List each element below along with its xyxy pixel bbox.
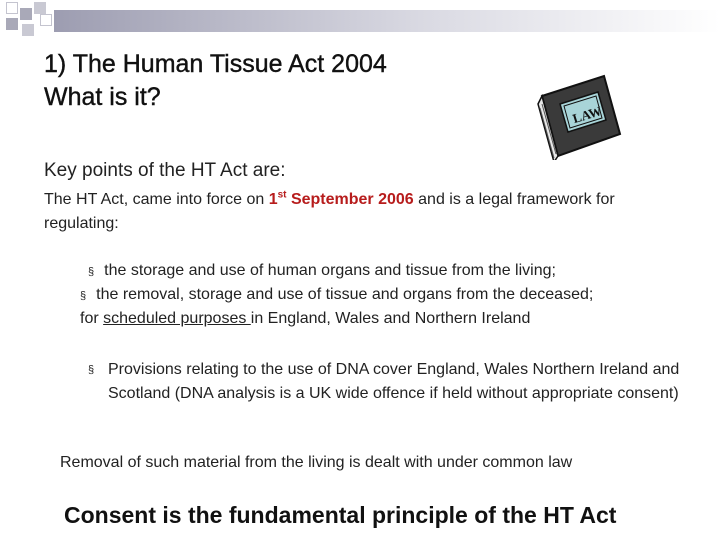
scheduled-purposes-term: scheduled purposes — [103, 310, 251, 327]
intro-paragraph — [44, 188, 684, 236]
consent-statement: Consent is the fundamental principle of the HT Act — [64, 502, 617, 528]
intro-after: and is a legal framework for regulating: — [44, 191, 615, 232]
bullet-symbol: § — [80, 290, 87, 302]
decor-square — [20, 8, 32, 20]
book-label-text: LAW — [570, 103, 604, 127]
intro-date — [269, 191, 414, 208]
decor-square — [6, 18, 18, 30]
decor-square — [6, 2, 18, 14]
bullet-symbol: § — [88, 364, 95, 376]
bullet-text: Provisions relating to the use of DNA cover England, Wales Northern Ireland and Scotland (DNA analysis is a UK wide offence if held without appropriate consent) — [108, 361, 680, 402]
date-suffix: st — [277, 189, 287, 201]
bullet-item-dna — [88, 358, 688, 406]
removal-note: Removal of such material from the living is dealt with under common law — [60, 454, 573, 471]
continuation-prefix: for — [80, 310, 104, 327]
bullet-symbol: § — [88, 266, 95, 278]
continuation-suffix: in England, Wales and Northern Ireland — [250, 310, 531, 327]
date-rest: September 2006 — [286, 191, 414, 208]
key-points-heading: Key points of the HT Act are: — [44, 160, 286, 181]
bullet-item-living — [88, 262, 556, 280]
date-day: 1 — [268, 191, 278, 208]
decor-square — [34, 2, 46, 14]
title-line-2: What is it? — [44, 83, 161, 111]
header-band — [54, 10, 720, 32]
decor-square — [40, 14, 52, 26]
bullet-item-deceased — [80, 286, 593, 304]
bullet-text: the removal, storage and use of tissue and organs from the deceased; — [96, 286, 594, 303]
intro-before: The HT Act, came into force on — [44, 191, 269, 208]
title-line-1: 1) The Human Tissue Act 2004 — [44, 50, 387, 78]
page-title — [44, 48, 387, 114]
decor-square — [22, 24, 34, 36]
law-book-icon — [532, 74, 624, 160]
scheduled-purposes-line — [80, 310, 530, 328]
bullet-text: the storage and use of human organs and tissue from the living; — [104, 262, 556, 279]
